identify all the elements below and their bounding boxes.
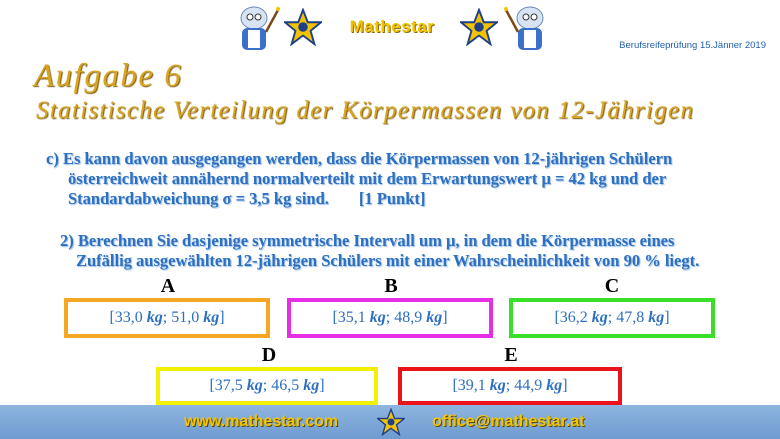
question-text [60, 231, 699, 271]
unit: kg [648, 309, 665, 326]
option-a-box[interactable]: [33,0 kg ; 51,0 kg ] [64, 298, 270, 338]
part-c-line [46, 189, 672, 209]
website-link[interactable]: www.mathestar.com [184, 413, 339, 430]
unit: kg [489, 377, 506, 394]
footer-bar [0, 405, 780, 439]
exam-date-label: Berufsreifeprüfung 15.Jänner 2019 [619, 40, 766, 51]
star-logo-icon [284, 8, 322, 46]
part-c-line: c) Es kann davon ausgegangen werden, dass die Körpermassen von 12-jährigen Schülern [46, 149, 673, 168]
unit: kg [146, 309, 163, 326]
option-c-letter: C [604, 275, 620, 297]
question-line: Zufällig ausgewählten 12-jährigen Schülers mit einer Wahrscheinlichkeit von 90 % liegt. [76, 251, 700, 270]
option-e-box[interactable]: [39,1 kg ; 44,9 kg ] [398, 367, 622, 405]
interval-lower: [39,1 [452, 377, 486, 394]
part-c-line: österreichweit annähernd normalverteilt mit dem Erwartungswert μ = 42 kg und der [68, 169, 667, 188]
option-e-letter: E [504, 344, 518, 366]
question-line: 2) Berechnen Sie dasjenige symmetrische Intervall um μ, in dem die Körpermasse eines [60, 231, 675, 250]
interval-lower: [37,5 [209, 377, 243, 394]
brand-name: Mathestar [349, 17, 435, 36]
option-d-box[interactable]: [37,5 kg ; 46,5 kg ] [156, 367, 378, 405]
wizard-mascot-icon [504, 2, 552, 54]
interval-upper: 51,0 [171, 309, 200, 326]
unit: kg [369, 309, 386, 326]
interval-lower: [36,2 [554, 309, 588, 326]
interval-upper: 47,8 [616, 309, 645, 326]
part-c-text [46, 149, 672, 209]
unit: kg [546, 377, 563, 394]
unit: kg [203, 309, 220, 326]
interval-lower: [35,1 [332, 309, 366, 326]
option-c-box[interactable]: [36,2 kg ; 47,8 kg ] [509, 298, 715, 338]
option-b-box[interactable]: [35,1 kg ; 48,9 kg ] [287, 298, 493, 338]
part-c-line-text: Standardabweichung σ = 3,5 kg sind. [68, 189, 329, 208]
unit: kg [426, 309, 443, 326]
interval-lower: [33,0 [109, 309, 143, 326]
wizard-mascot-icon [232, 2, 280, 54]
option-b-letter: B [384, 275, 398, 297]
task-title: Aufgabe 6 [34, 58, 183, 94]
star-icon [377, 408, 405, 436]
unit: kg [246, 377, 263, 394]
interval-upper: 46,5 [271, 377, 300, 394]
unit: kg [303, 377, 320, 394]
email-link[interactable]: office@mathestar.at [432, 413, 585, 430]
option-a-letter: A [160, 275, 176, 297]
task-subtitle: Statistische Verteilung der Körpermassen von 12-Jährigen [36, 97, 695, 124]
unit: kg [591, 309, 608, 326]
points-label: [1 Punkt] [358, 189, 426, 208]
interval-upper: 44,9 [514, 377, 543, 394]
header-logo [232, 2, 552, 54]
option-d-letter: D [261, 344, 277, 366]
interval-upper: 48,9 [394, 309, 423, 326]
star-logo-icon [460, 8, 498, 46]
